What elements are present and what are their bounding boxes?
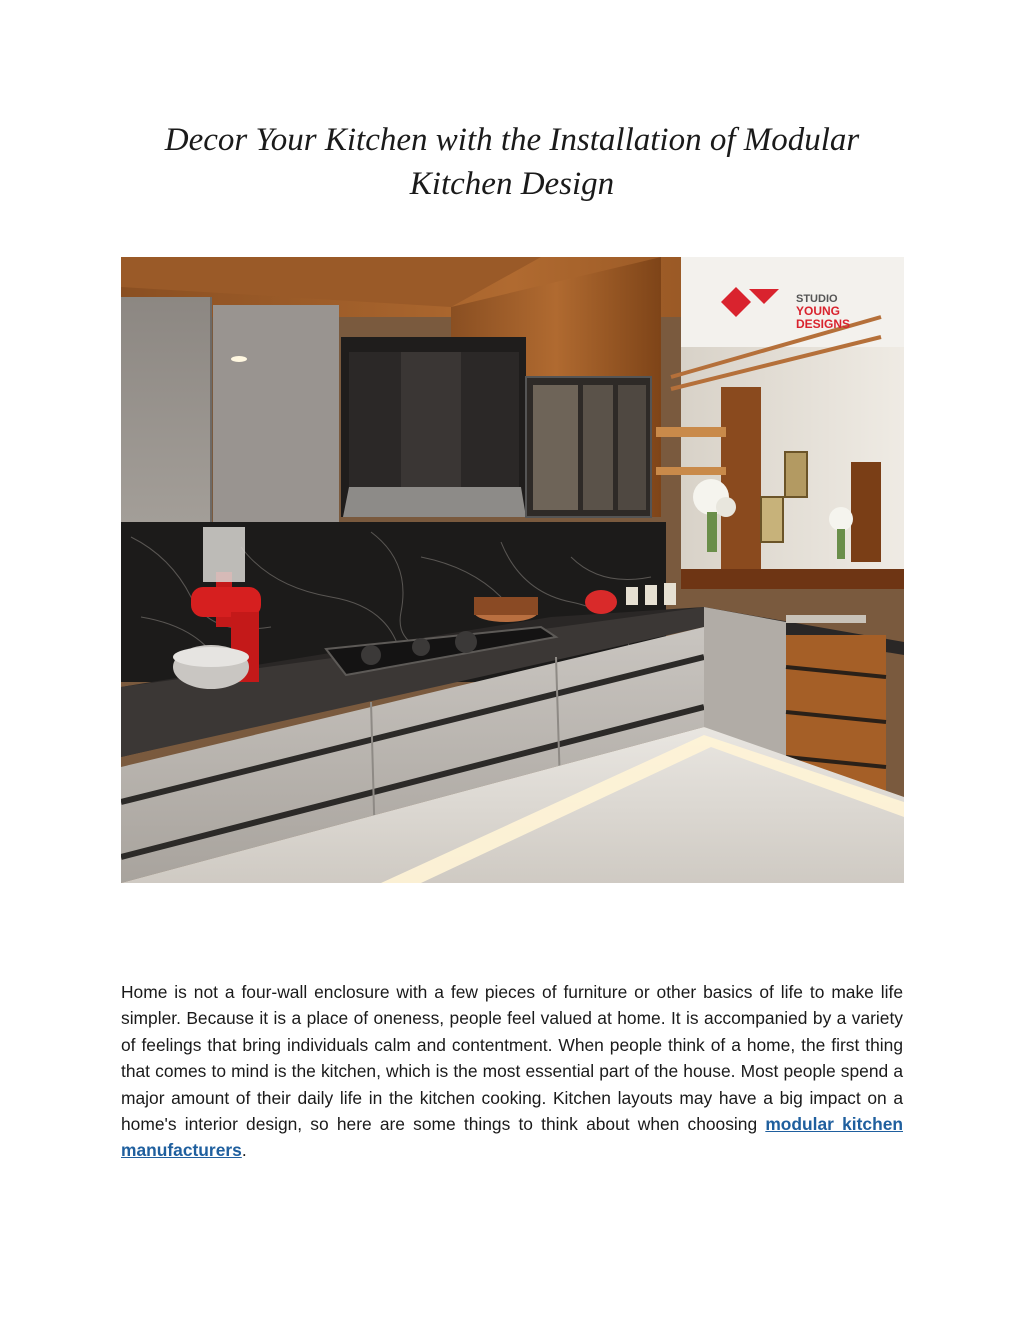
logo-line1: STUDIO: [796, 293, 838, 305]
page-title: Decor Your Kitchen with the Installation of Modular Kitchen Design: [164, 122, 860, 202]
kitchen-photo: [121, 257, 904, 883]
paragraph-text: Home is not a four-wall enclosure with a few pieces of furniture or other basics of life to make life simpler. Because it is a place of oneness, people feel valued at home. It is accompanied by a variety of feelings that bring individuals calm and contentment. When people think of a home, the first thing that comes to mind is the kitchen, which is the most essential part of the house. Most people spend a major amount of their daily life in the kitchen cooking. Kitchen layouts may have a big impact on a home's interior design, so here are some things to think about when choosing: [121, 982, 903, 1135]
paragraph-end: .: [241, 1140, 247, 1161]
logo-line2: YOUNG: [796, 304, 841, 318]
logo-line3: DESIGNS: [796, 317, 851, 331]
intro-paragraph: [121, 979, 903, 1164]
manufacturers-link[interactable]: modular kitchen manufacturers: [121, 1114, 903, 1161]
